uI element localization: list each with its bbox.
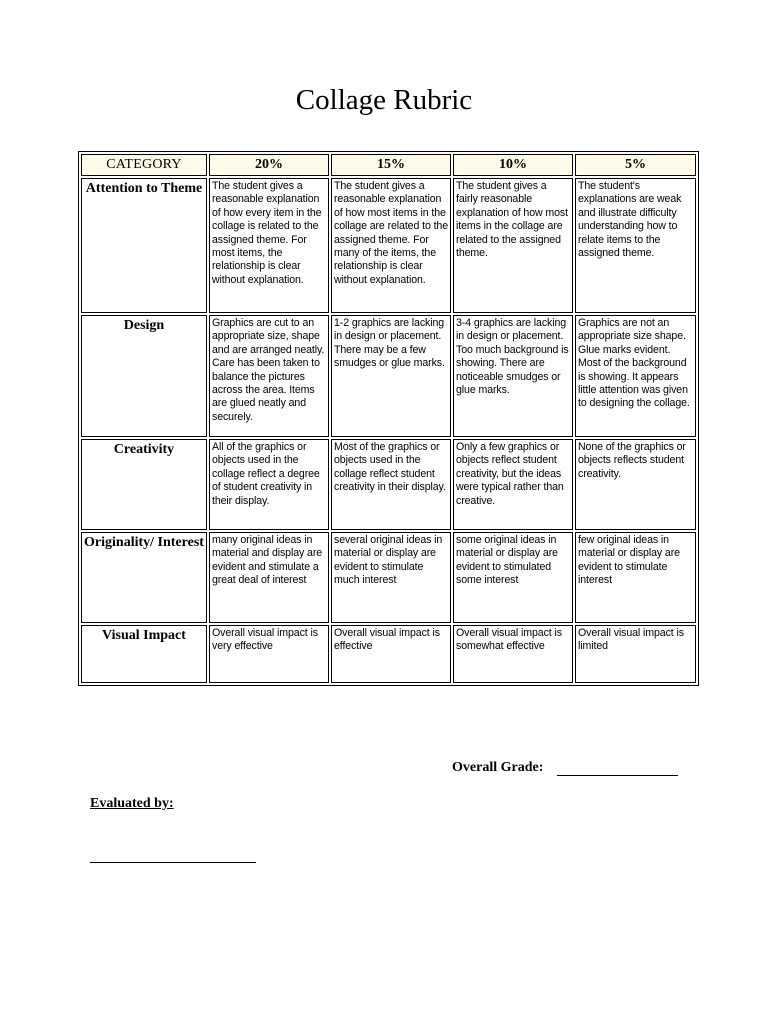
criterion-cell: Graphics are cut to an appropriate size, shape and are arranged neatly. Care has been taken to balance the pictures across the area. Items are glued neatly and securely. bbox=[209, 315, 329, 437]
criterion-cell: The student's explanations are weak and illustrate difficulty understanding how to relate items to the assigned theme. bbox=[575, 178, 696, 313]
criterion-cell: Most of the graphics or objects used in the collage reflect student creativity in their display. bbox=[331, 439, 451, 530]
criterion-cell: several original ideas in material or display are evident to stimulate much interest bbox=[331, 532, 451, 623]
signature-line bbox=[90, 862, 256, 863]
table-row bbox=[81, 315, 696, 437]
category-creativity: Creativity bbox=[81, 439, 207, 530]
criterion-cell: Overall visual impact is limited bbox=[575, 625, 696, 683]
criterion-cell: None of the graphics or objects reflects student creativity. bbox=[575, 439, 696, 530]
table-row bbox=[81, 625, 696, 683]
category-attention-to-theme: Attention to Theme bbox=[81, 178, 207, 313]
overall-grade-line bbox=[557, 775, 678, 776]
criterion-cell: many original ideas in material and display are evident and stimulate a great deal of interest bbox=[209, 532, 329, 623]
page-title: Collage Rubric bbox=[295, 84, 473, 116]
criterion-cell: 1-2 graphics are lacking in design or placement. There may be a few smudges or glue marks. bbox=[331, 315, 451, 437]
criterion-cell: Overall visual impact is effective bbox=[331, 625, 451, 683]
criterion-cell: 3-4 graphics are lacking in design or placement. Too much background is showing. There are noticeable smudges or glue marks. bbox=[453, 315, 573, 437]
criterion-cell: The student gives a reasonable explanation of how every item in the collage is related to the assigned theme. For most items, the relationship is clear without explanation. bbox=[209, 178, 329, 313]
table-row bbox=[81, 532, 696, 623]
header-20-percent: 20% bbox=[209, 154, 329, 176]
criterion-cell: Overall visual impact is somewhat effective bbox=[453, 625, 573, 683]
criterion-cell: some original ideas in material or display are evident to stimulated some interest bbox=[453, 532, 573, 623]
criterion-cell: Only a few graphics or objects reflect student creativity, but the ideas were typical rather than creative. bbox=[453, 439, 573, 530]
header-category: CATEGORY bbox=[81, 154, 207, 176]
evaluated-by-label: Evaluated by: bbox=[90, 796, 174, 811]
criterion-cell: Graphics are not an appropriate size shape. Glue marks evident. Most of the background is showing. It appears little attention was given to designing the collage. bbox=[575, 315, 696, 437]
header-5-percent: 5% bbox=[575, 154, 696, 176]
criterion-cell: The student gives a fairly reasonable explanation of how most items in the collage are related to the assigned theme. bbox=[453, 178, 573, 313]
header-10-percent: 10% bbox=[453, 154, 573, 176]
rubric-table bbox=[78, 151, 699, 686]
overall-grade-label: Overall Grade: bbox=[452, 760, 544, 775]
criterion-cell: Overall visual impact is very effective bbox=[209, 625, 329, 683]
table-row bbox=[81, 178, 696, 313]
category-visual-impact: Visual Impact bbox=[81, 625, 207, 683]
criterion-cell: All of the graphics or objects used in the collage reflect a degree of student creativity in their display. bbox=[209, 439, 329, 530]
table-row bbox=[81, 439, 696, 530]
category-design: Design bbox=[81, 315, 207, 437]
header-row bbox=[81, 154, 696, 176]
category-originality-interest: Originality/ Interest bbox=[81, 532, 207, 623]
criterion-cell: few original ideas in material or display are evident to stimulate interest bbox=[575, 532, 696, 623]
header-15-percent: 15% bbox=[331, 154, 451, 176]
criterion-cell: The student gives a reasonable explanation of how most items in the collage are related to the assigned theme. For many of the items, the relationship is clear without explanation. bbox=[331, 178, 451, 313]
